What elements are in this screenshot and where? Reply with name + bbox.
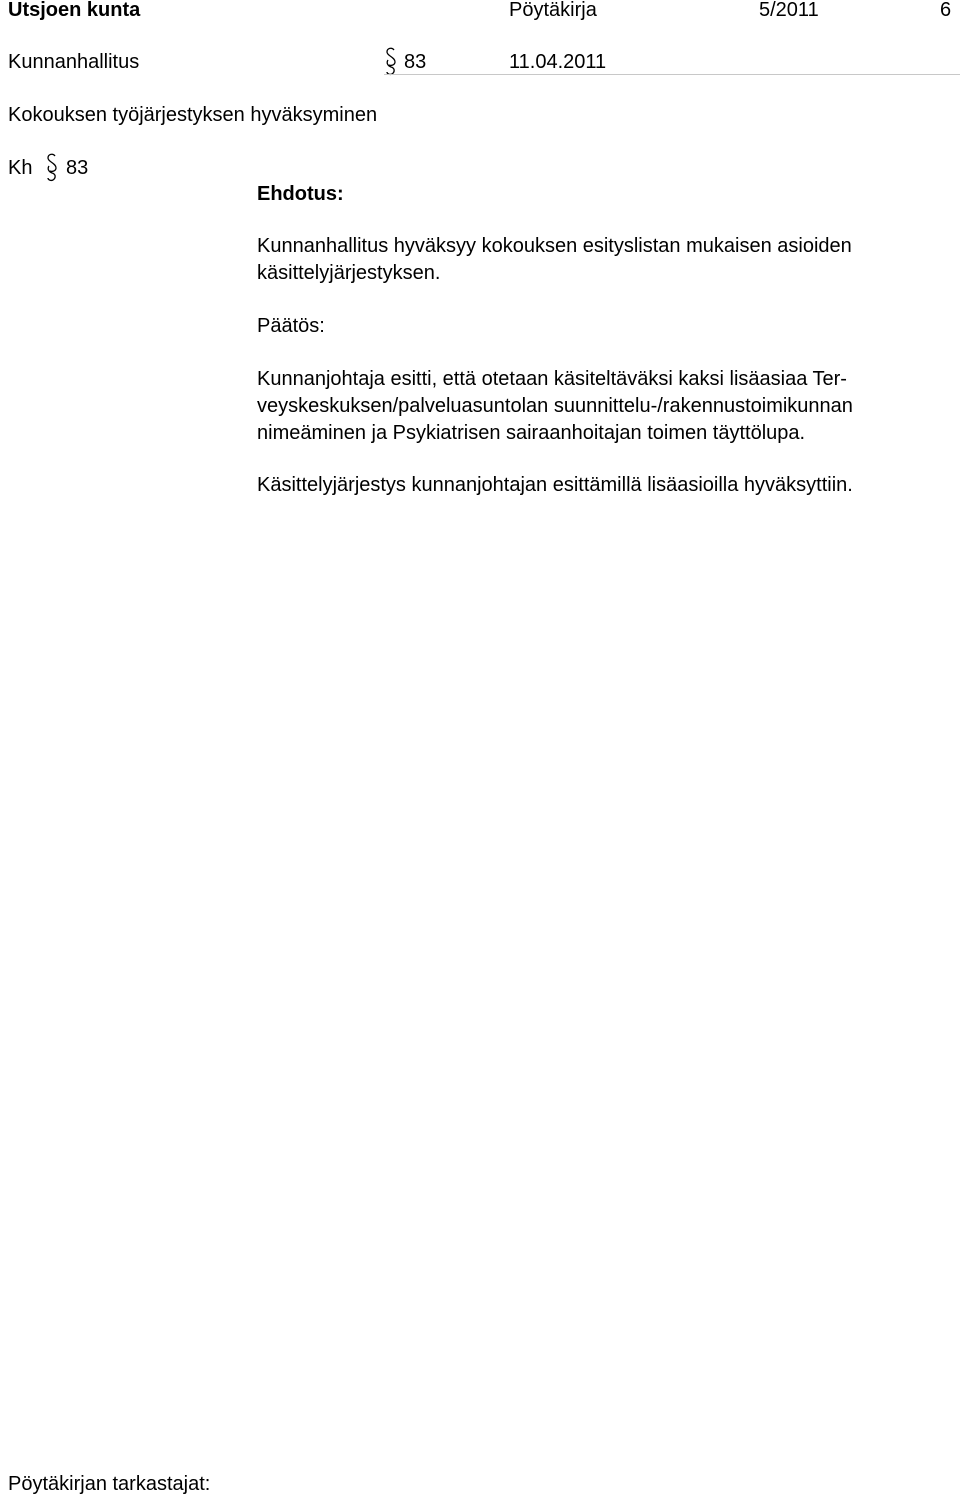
proposal-heading: Ehdotus: (257, 183, 344, 205)
decision-line: veyskeskuksen/palveluasuntolan suunnittelu-/rakennustoimikunnan (257, 395, 853, 417)
proposal-line: Kunnanhallitus hyväksyy kokouksen esityslistan mukaisen asioiden (257, 235, 852, 257)
municipality-name: Utsjoen kunta (8, 0, 141, 21)
proposal-text (257, 233, 957, 287)
page-number: 6 (940, 0, 952, 21)
decision-text (257, 366, 957, 447)
section-sign-icon (383, 46, 399, 76)
meeting-date: 11.04.2011 (509, 51, 607, 73)
document-type: Pöytäkirja (509, 0, 597, 21)
reference-prefix: Kh (8, 157, 33, 179)
section-sign-icon (44, 152, 60, 182)
governing-body: Kunnanhallitus (8, 51, 140, 73)
decision-conclusion: Käsittelyjärjestys kunnanjohtajan esittämillä lisäasioilla hyväksyttiin. (257, 474, 853, 496)
decision-line: Kunnanjohtaja esitti, että otetaan käsiteltäväksi kaksi lisäasiaa Ter- (257, 368, 847, 390)
decision-heading: Päätös: (257, 315, 325, 337)
reviewers-label: Pöytäkirjan tarkastajat: (8, 1473, 211, 1495)
decision-line: nimeäminen ja Psykiatrisen sairaanhoitajan toimen täyttölupa. (257, 422, 806, 444)
header-section-number: 83 (404, 51, 427, 73)
document-number: 5/2011 (759, 0, 819, 21)
proposal-line: käsittelyjärjestyksen. (257, 262, 441, 284)
page-title: Kokouksen työjärjestyksen hyväksyminen (8, 104, 378, 126)
reference-number: 83 (66, 157, 89, 179)
header-divider (384, 74, 960, 75)
